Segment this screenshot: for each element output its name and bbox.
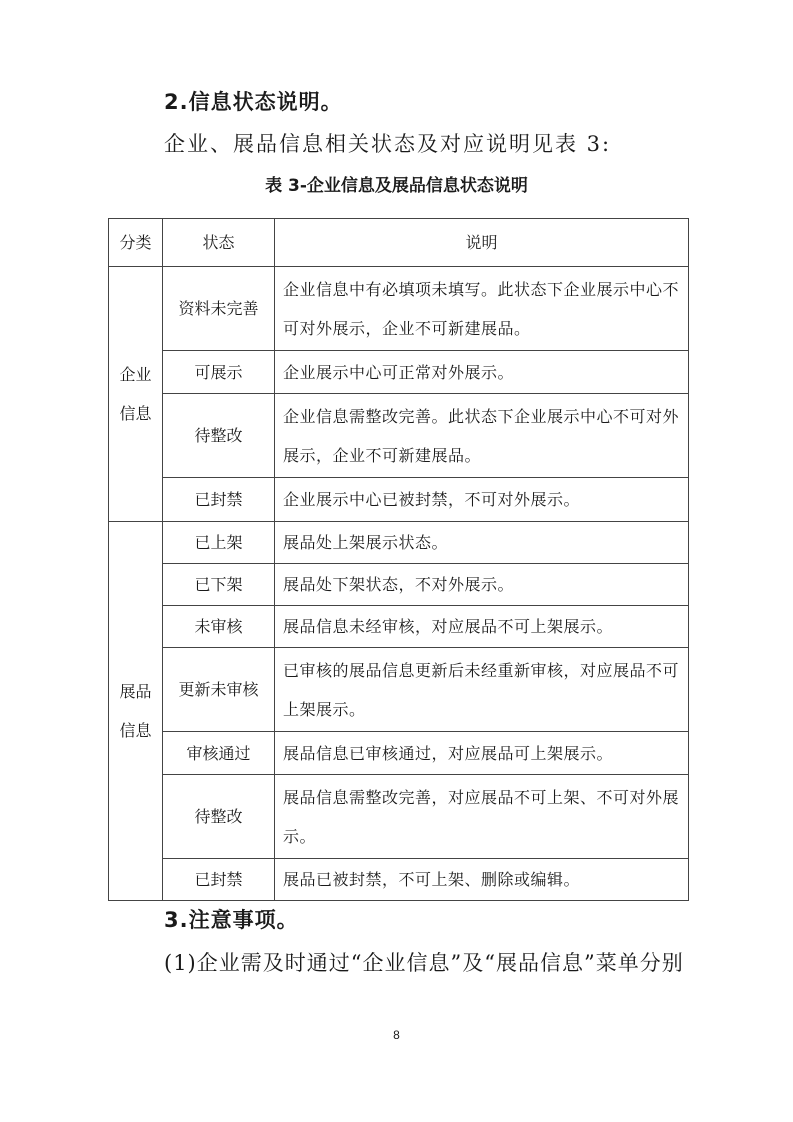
category-cell: 展品信息 <box>109 522 163 901</box>
table-row <box>109 267 689 351</box>
status-cell: 已封禁 <box>163 859 275 901</box>
table-row <box>109 351 689 394</box>
table-caption: 表 3-企业信息及展品信息状态说明 <box>265 176 528 196</box>
table-row <box>109 478 689 522</box>
status-cell: 待整改 <box>163 775 275 859</box>
status-table <box>108 218 689 901</box>
header-category: 分类 <box>109 219 163 267</box>
description-cell: 已审核的展品信息更新后未经重新审核，对应展品不可上架展示。 <box>275 648 689 732</box>
table-row <box>109 859 689 901</box>
intro-paragraph: 企业、展品信息相关状态及对应说明见表 3: <box>164 132 612 156</box>
category-cell: 企业信息 <box>109 267 163 522</box>
status-cell: 审核通过 <box>163 732 275 775</box>
status-cell: 已上架 <box>163 522 275 564</box>
page-number: 8 <box>393 1028 400 1042</box>
section-heading-3: 3.注意事项。 <box>164 908 299 932</box>
header-status: 状态 <box>163 219 275 267</box>
section-heading-2: 2.信息状态说明。 <box>164 90 343 114</box>
description-cell: 企业信息中有必填项未填写。此状态下企业展示中心不可对外展示，企业不可新建展品。 <box>275 267 689 351</box>
table-header-row <box>109 219 689 267</box>
description-cell: 展品信息需整改完善，对应展品不可上架、不可对外展示。 <box>275 775 689 859</box>
status-cell: 更新未审核 <box>163 648 275 732</box>
description-cell: 展品处上架展示状态。 <box>275 522 689 564</box>
table-row <box>109 394 689 478</box>
body-paragraph: (1)企业需及时通过“企业信息”及“展品信息”菜单分别 <box>164 951 684 975</box>
header-description: 说明 <box>275 219 689 267</box>
status-cell: 已下架 <box>163 564 275 606</box>
description-cell: 展品已被封禁，不可上架、删除或编辑。 <box>275 859 689 901</box>
description-cell: 展品信息已审核通过，对应展品可上架展示。 <box>275 732 689 775</box>
table-row <box>109 564 689 606</box>
description-cell: 展品处下架状态，不对外展示。 <box>275 564 689 606</box>
table-row <box>109 606 689 648</box>
table-row <box>109 775 689 859</box>
status-cell: 已封禁 <box>163 478 275 522</box>
status-cell: 未审核 <box>163 606 275 648</box>
description-cell: 企业展示中心可正常对外展示。 <box>275 351 689 394</box>
status-cell: 待整改 <box>163 394 275 478</box>
table-row <box>109 648 689 732</box>
description-cell: 企业展示中心已被封禁，不可对外展示。 <box>275 478 689 522</box>
table-row <box>109 522 689 564</box>
table-row <box>109 732 689 775</box>
status-cell: 资料未完善 <box>163 267 275 351</box>
status-cell: 可展示 <box>163 351 275 394</box>
description-cell: 企业信息需整改完善。此状态下企业展示中心不可对外展示，企业不可新建展品。 <box>275 394 689 478</box>
description-cell: 展品信息未经审核，对应展品不可上架展示。 <box>275 606 689 648</box>
